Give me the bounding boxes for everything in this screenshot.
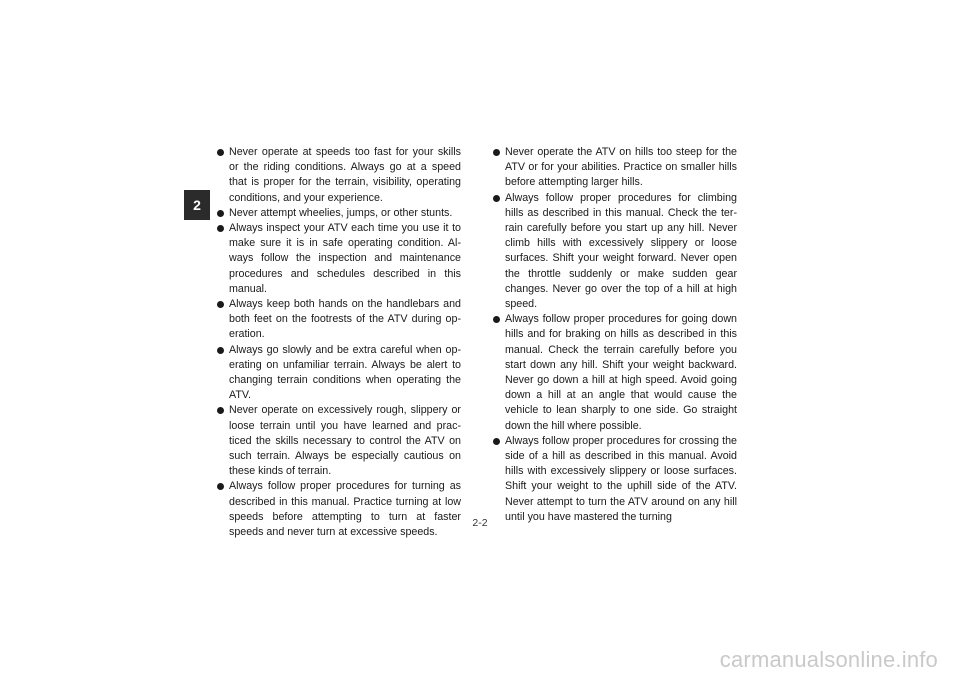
list-item: Never operate at speeds too fast for your skills or the riding conditions. Always go at a speed that is proper for the terrain, visibility, operating conditions, and your experience.: [216, 145, 461, 206]
list-item: Always keep both hands on the handlebars and both feet on the footrests of the ATV during operation.: [216, 297, 461, 343]
bullet-icon: [217, 149, 224, 156]
bullet-icon: [217, 210, 224, 217]
left-bullet-list: [216, 145, 461, 540]
bullet-icon: [217, 483, 224, 490]
bullet-icon: [217, 407, 224, 414]
list-item: Always follow proper procedures for turning as described in this manual. Practice turning at low speeds before attempting to turn at faster speeds and never turn at excessive speeds.: [216, 479, 461, 540]
list-item: Never attempt wheelies, jumps, or other stunts.: [216, 206, 461, 221]
watermark: carmanualsonline.info: [719, 647, 938, 672]
page-number: 2-2: [472, 517, 488, 529]
chapter-tab: 2: [184, 190, 210, 220]
bullet-icon: [493, 316, 500, 323]
bullet-icon: [493, 195, 500, 202]
right-column: [492, 145, 737, 525]
bullet-icon: [493, 149, 500, 156]
list-item: Always follow proper procedures for climbing hills as described in this manual. Check the terrain carefully before you start up any hill. Never climb hills with excessively slippery or loose surfaces. Shift your weight forward. Never open the throttle suddenly or make sudden gear changes. Never go over the top of a hill at high speed.: [492, 191, 737, 313]
right-bullet-list: [492, 145, 737, 525]
bullet-icon: [217, 347, 224, 354]
list-item: Always inspect your ATV each time you use it to make sure it is in safe operating condition. Always follow the inspection and maintenance procedures and schedules described in this manual.: [216, 221, 461, 297]
list-item: Never operate on excessively rough, slippery or loose terrain until you have learned and practiced the skills necessary to control the ATV on such terrain. Always be especially cautious on these kinds of terrain.: [216, 403, 461, 479]
bullet-icon: [493, 438, 500, 445]
bullet-icon: [217, 301, 224, 308]
list-item: Always follow proper procedures for going down hills and for braking on hills as described in this manual. Check the terrain carefully before you start down any hill. Shift your weight backward. Never go down a hill at high speed. Avoid going down a hill at an angle that would cause the vehicle to lean sharply to one side. Go straight down the hill where possible.: [492, 312, 737, 434]
list-item: Always go slowly and be extra careful when operating on unfamiliar terrain. Always be alert to changing terrain conditions when operating the ATV.: [216, 343, 461, 404]
bullet-icon: [217, 225, 224, 232]
list-item: Always follow proper procedures for crossing the side of a hill as described in this manual. Avoid hills with excessively slippery or loose surfaces. Shift your weight to the uphill side of the ATV. Never attempt to turn the ATV around on any hill until you have mastered the turning: [492, 434, 737, 525]
list-item: Never operate the ATV on hills too steep for the ATV or for your abilities. Practice on smaller hills before attempting larger hills.: [492, 145, 737, 191]
left-column: [216, 145, 461, 540]
